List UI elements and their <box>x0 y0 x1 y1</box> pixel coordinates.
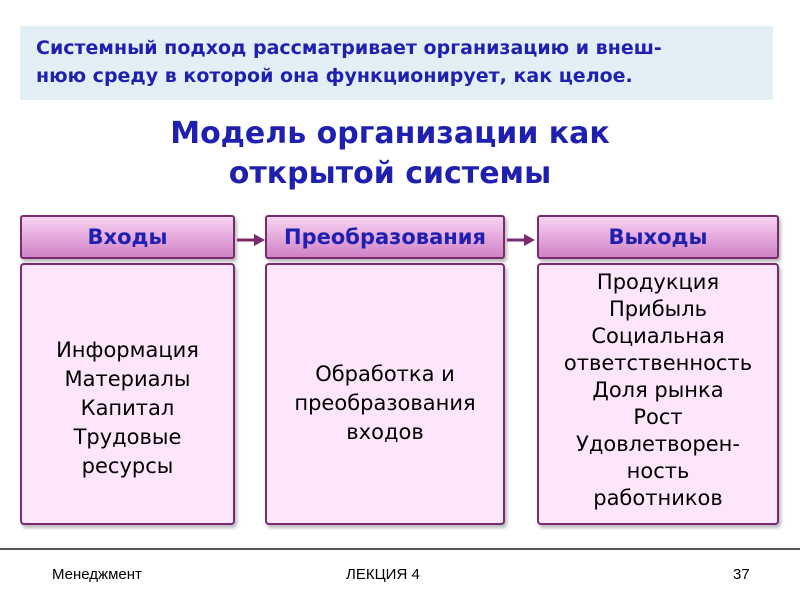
outputs-header: Выходы <box>537 215 779 259</box>
banner-line-1: Системный подход рассматривает организацию и внеш- <box>36 37 662 59</box>
slide-title <box>80 114 700 194</box>
title-line-1: Модель организации как <box>170 116 610 151</box>
transform-header: Преобразования <box>265 215 505 259</box>
outputs-item: ность <box>626 459 690 483</box>
banner-line-2: нюю среду в которой она функционирует, как целое. <box>36 65 633 87</box>
arrow-right-icon <box>506 232 536 248</box>
arrow-right-icon <box>236 232 266 248</box>
outputs-item: Рост <box>633 405 683 429</box>
transform-item: Обработка и <box>315 361 455 386</box>
footer-page-number: 37 <box>733 566 750 583</box>
transform-item: входов <box>346 419 424 444</box>
inputs-item: Капитал <box>80 395 175 420</box>
outputs-item: Продукция <box>596 270 720 294</box>
inputs-item: ресурсы <box>81 453 174 478</box>
inputs-item: Трудовые <box>73 424 182 449</box>
transform-item: преобразования <box>294 390 476 415</box>
footer-course: Менеджмент <box>52 566 142 583</box>
outputs-item: Прибыль <box>608 297 708 321</box>
outputs-item: Доля рынка <box>592 378 724 402</box>
inputs-item: Информация <box>56 337 199 362</box>
outputs-item: работников <box>593 486 723 510</box>
inputs-panel <box>20 263 235 525</box>
outputs-item: Удовлетворен- <box>576 432 740 456</box>
footer-divider <box>0 548 800 550</box>
transform-panel <box>265 263 505 525</box>
footer-lecture: ЛЕКЦИЯ 4 <box>346 566 420 583</box>
title-line-2: открытой системы <box>228 156 552 191</box>
intro-banner <box>20 26 773 100</box>
outputs-panel <box>537 263 779 525</box>
outputs-item: Социальная <box>591 324 725 348</box>
inputs-header: Входы <box>20 215 235 259</box>
inputs-item: Материалы <box>64 366 191 391</box>
outputs-item: ответственность <box>563 351 753 375</box>
